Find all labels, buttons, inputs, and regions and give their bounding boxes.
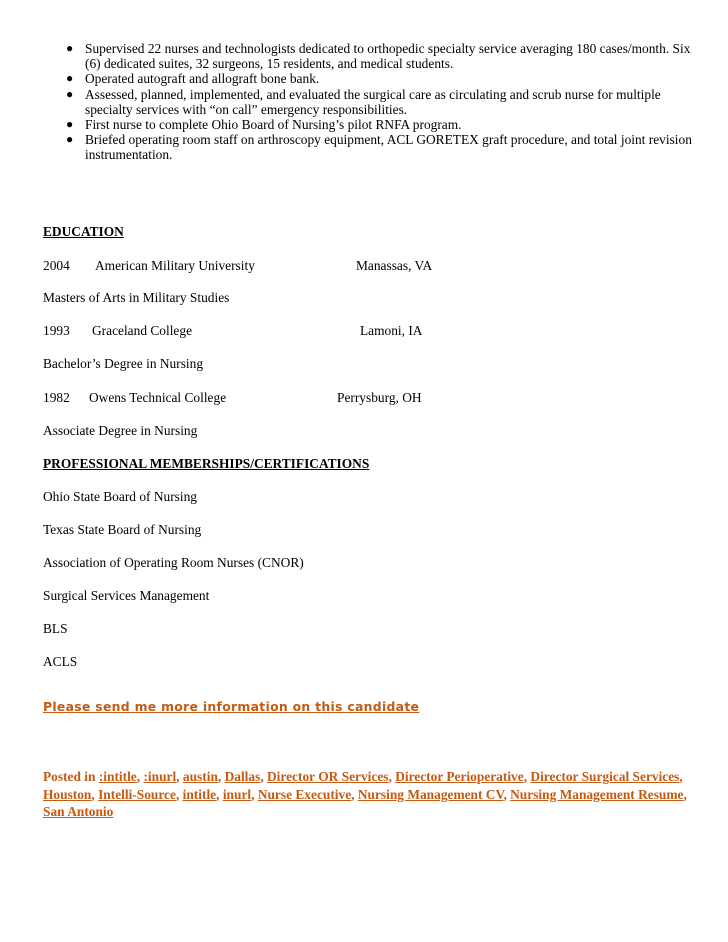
memberships-heading: PROFESSIONAL MEMBERSHIPS/CERTIFICATIONS — [43, 456, 370, 471]
education-entry — [43, 323, 483, 339]
bullet-item: ● Briefed operating room staff on arthroscopy equipment, ACL GORETEX graft procedure, and total joint revision instrumentation. — [66, 132, 692, 163]
membership-item: ACLS — [43, 654, 78, 669]
bullet-item: ● Assessed, planned, implemented, and evaluated the surgical care as circulating and scrub nurse for multiple specialty services with “on call” emergency responsibilities. — [66, 86, 661, 117]
experience-bullets — [66, 41, 706, 163]
tag-link[interactable]: Nursing Management CV — [357, 786, 504, 802]
tag-link[interactable]: Dallas — [224, 769, 261, 784]
education-year: 2004 — [43, 258, 70, 273]
education-location: Perrysburg, OH — [337, 390, 422, 405]
request-info-link[interactable]: Please send me more information on this candidate — [43, 699, 420, 714]
bullet-item: ● Operated autograft and allograft bone bank. — [66, 71, 320, 87]
tag-link[interactable]: inurl — [222, 786, 252, 802]
posted-in-label: Posted in — [43, 769, 99, 784]
education-year: 1982 — [43, 390, 70, 405]
membership-item: Surgical Services Management — [43, 588, 210, 603]
education-degree: Bachelor’s Degree in Nursing — [43, 356, 204, 371]
tag-link[interactable]: Nurse Executive — [257, 786, 352, 802]
tag-link[interactable]: intitle — [182, 786, 217, 802]
tag-link[interactable]: Director Surgical Services — [530, 769, 680, 784]
tag-link[interactable]: Intelli-Source — [98, 786, 176, 802]
education-degree: Associate Degree in Nursing — [43, 423, 198, 438]
tag-link[interactable]: :inurl — [143, 769, 177, 784]
posted-in-tags: Posted in :intitle, :inurl, austin, Dallas, Director OR Services, Director Perioperative, Director Surgical Services, Houston, Intelli-Source, intitle, inurl, Nurse Executive, Nursing Management CV, Nursing Management Resume, San Antonio — [43, 769, 687, 819]
tag-link[interactable]: :intitle — [98, 769, 137, 784]
education-location: Lamoni, IA — [360, 323, 423, 338]
bullet-item: ● Supervised 22 nurses and technologists dedicated to orthopedic specialty service averaging 180 cases/month. Six (6) dedicated suites, 32 surgeons, 15 residents, and medical students. — [66, 41, 691, 72]
education-entry — [43, 390, 483, 406]
bullet-item: ● First nurse to complete Ohio Board of Nursing’s pilot RNFA program. — [66, 117, 462, 133]
bullet-icon: ● — [66, 71, 74, 86]
membership-item: BLS — [43, 621, 68, 636]
membership-item: Texas State Board of Nursing — [43, 522, 202, 537]
education-heading: EDUCATION — [43, 224, 124, 239]
tag-link[interactable]: Nursing Management Resume — [510, 786, 684, 802]
tag-link[interactable]: austin — [182, 769, 218, 784]
bullet-icon: ● — [66, 86, 74, 101]
education-school: American Military University — [95, 258, 255, 273]
bullet-icon: ● — [66, 117, 74, 132]
education-year: 1993 — [43, 323, 70, 338]
bullet-icon: ● — [66, 132, 74, 147]
tag-link[interactable]: Director Perioperative — [395, 769, 524, 784]
education-school: Graceland College — [92, 323, 193, 338]
tag-link[interactable]: San Antonio — [43, 804, 114, 819]
membership-item: Association of Operating Room Nurses (CNOR) — [43, 555, 304, 570]
tag-link[interactable]: Houston — [43, 786, 92, 802]
tag-link[interactable]: Director OR Services — [267, 769, 389, 784]
education-school: Owens Technical College — [89, 390, 227, 405]
education-degree: Masters of Arts in Military Studies — [43, 290, 230, 305]
education-location: Manassas, VA — [356, 258, 433, 273]
bullet-icon: ● — [66, 41, 74, 55]
education-entry — [43, 258, 483, 274]
membership-item: Ohio State Board of Nursing — [43, 489, 197, 504]
